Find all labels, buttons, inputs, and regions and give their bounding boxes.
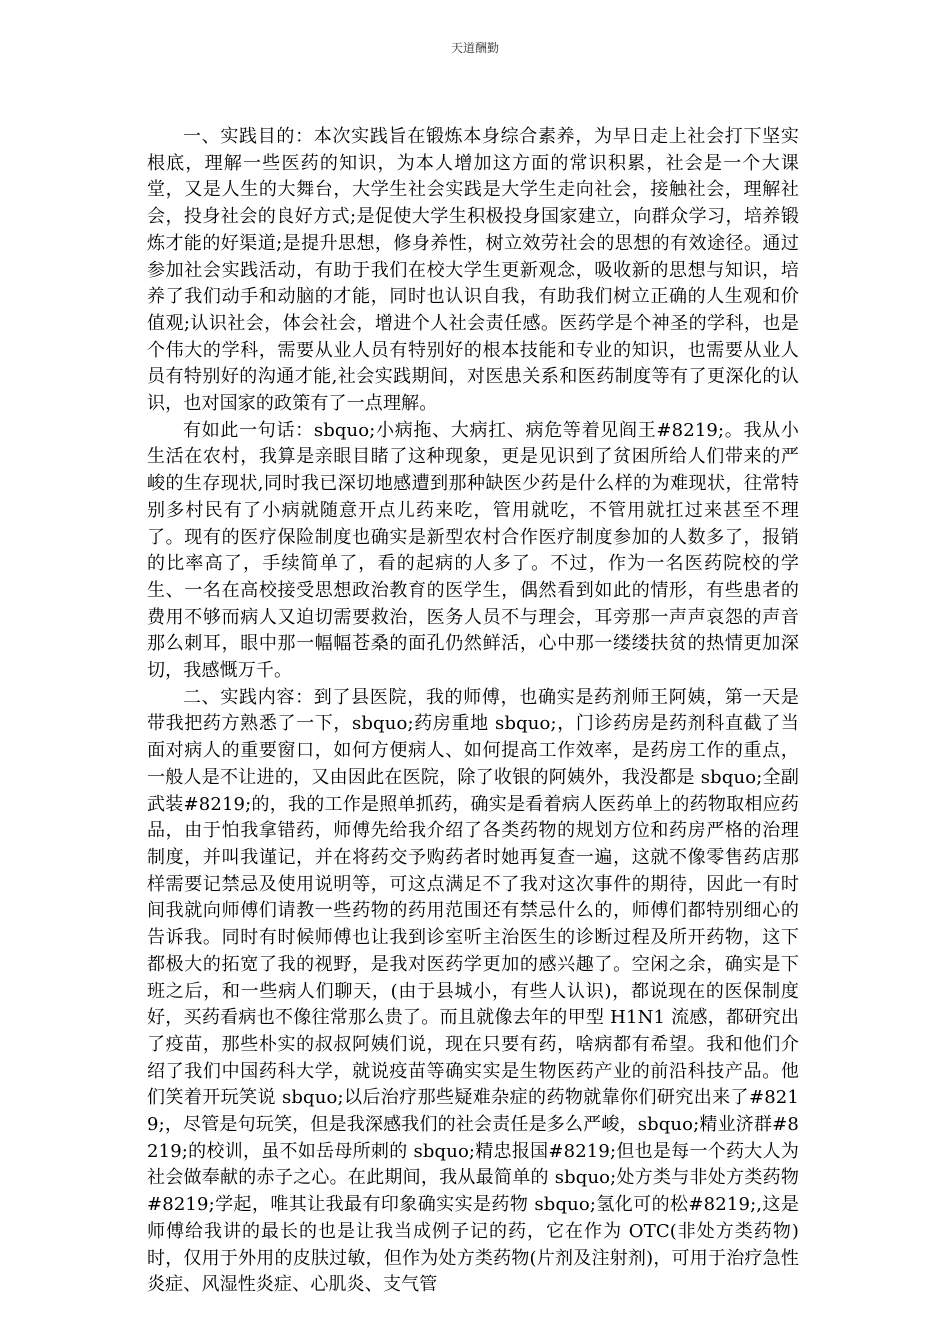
- page-header: [0, 40, 950, 56]
- paragraph-purpose: 一、实践目的：本次实践旨在锻炼本身综合素养，为早日走上社会打下坚实根底，理解一些医药的知识，为本人增加这方面的常识积累，社会是一个大课堂，又是人生的大舞台，大学生社会实践是大学生走向社会，接触社会，理解社会，投身社会的良好方式;是促使大学生积极投身国家建立，向群众学习，培养锻炼才能的好渠道;是提升思想，修身养性，树立效劳社会的思想的有效途径。通过参加社会实践活动，有助于我们在校大学生更新观念，吸收新的思想与知识，培养了我们动手和动脑的才能，同时也认识自我，有助我们树立正确的人生观和价值观;认识社会，体会社会，增进个人社会责任感。医药学是个神圣的学科，也是个伟大的学科，需要从业人员有特别好的根本技能和专业的知识，也需要从业人员有特别好的沟通才能,社会实践期间，对医患关系和医药制度等有了更深化的认识，也对国家的政策有了一点理解。: [147, 126, 799, 415]
- document-body: [147, 124, 799, 1299]
- paragraph-practice-content: 二、实践内容：到了县医院，我的师傅，也确实是药剂师王阿姨，第一天是带我把药方熟悉了一下，sbquo;药房重地 sbquo;，门诊药房是药剂科直截了当面对病人的重要窗口，如何方便病人、如何提高工作效率，是药房工作的重点，一般人是不让进的，又由因此在医院，除了收银的阿姨外，我没都是 sbquo;全副武装#8219;的，我的工作是照单抓药，确实是看着病人医药单上的药物取相应药品，由于怕我拿错药，师傅先给我介绍了各类药物的规划方位和药房严格的治理制度，并叫我谨记，并在将药交予购药者时她再复查一遍，这就不像零售药店那样需要记禁忌及使用说明等，可这点满足不了我对这次事件的期待，因此一有时间我就向师傅们请教一些药物的药用范围还有禁忌什么的，师傅们都特别细心的告诉我。同时有时候师傅也让我到诊室听主治医生的诊断过程及所开药物，这下都极大的拓宽了我的视野，是我对医药学更加的感兴趣了。空闲之余，确实是下班之后，和一些病人们聊天，(由于县城小，有些人认识)，都说现在的医保制度好，买药看病也不像往常那么贵了。而且就像去年的甲型 H1N1 流感，都研究出了疫苗，那些朴实的叔叔阿姨们说，现在只要有药，啥病都有希望。我和他们介绍了我们中国药科大学，就说疫苗等确实实是生物医药产业的前沿科技产品。他们笑着开玩笑说 sbquo;以后治疗那些疑难杂症的药物就靠你们研究出来了#8219;，尽管是句玩笑，但是我深感我们的社会责任是多么严峻，sbquo;精业济群#8219;的校训，虽不如岳母所刺的 sbquo;精忠报国#8219;但也是每一个药大人为社会做奉献的赤子之心。在此期间，我从最简单的 sbquo;处方类与非处方类药物#8219;学起，唯其让我最有印象确实实是药物 sbquo;氢化可的松#8219;,这是师傅给我讲的最长的也是让我当成例子记的药，它在作为 OTC(非处方类药物)时，仅用于外用的皮肤过敏，但作为处方类药物(片剂及注射剂)，可用于治疗急性炎症、风湿性炎症、心肌炎、支气管: [147, 686, 799, 1296]
- header-title: 天道酬勤: [450, 41, 499, 55]
- paragraph-rural-reflection: 有如此一句话：sbquo;小病拖、大病扛、病危等着见阎王#8219;。我从小生活在农村，我算是亲眼目睹了这种现象，更是见识到了贫困所给人们带来的严峻的生存现状,同时我已深切地感遭到那种缺医少药是什么样的为难现状，往常特别多村民有了小病就随意开点儿药来吃，管用就吃，不管用就扛过来甚至不理了。现有的医疗保险制度也确实是新型农村合作医疗制度参加的人数多了，报销的比率高了，手续简单了，看的起病的人多了。不过，作为一名医药院校的学生、一名在高校接受思想政治教育的医学生，偶然看到如此的情形，有些患者的费用不够而病人又迫切需要救治，医务人员不与理会，耳旁那一声声哀怨的声音那么刺耳，眼中那一幅幅苍桑的面孔仍然鲜活，心中那一缕缕扶贫的热情更加深切，我感慨万千。: [147, 419, 799, 682]
